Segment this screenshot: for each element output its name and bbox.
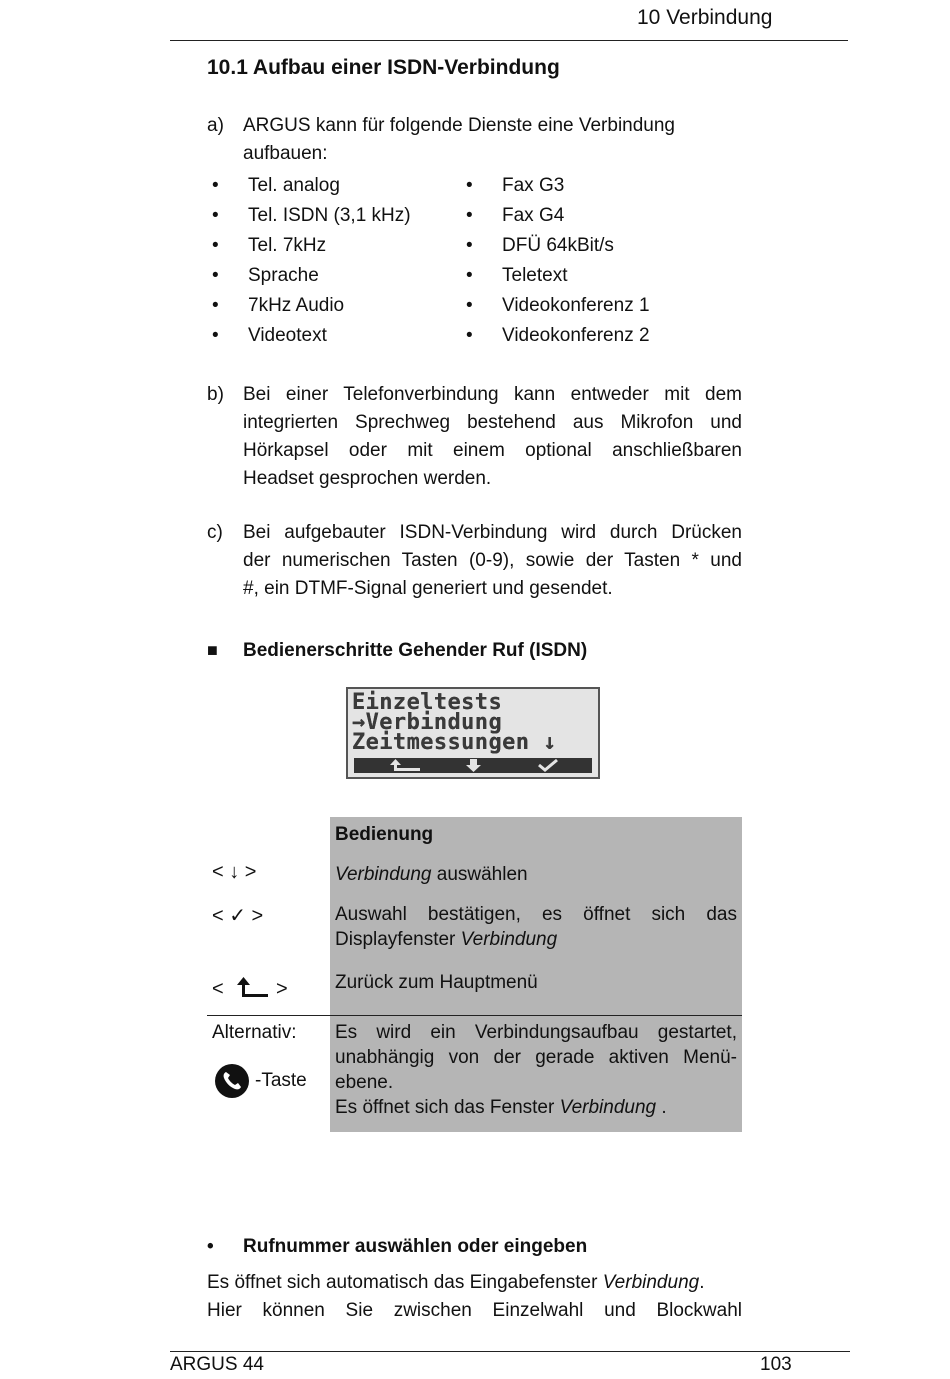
table-divider <box>207 1015 742 1016</box>
para-b-label: b) <box>207 384 224 405</box>
footer-product: ARGUS 44 <box>170 1354 264 1375</box>
back-key-right: > <box>276 978 288 1000</box>
para-a-line2: aufbauen: <box>243 143 328 164</box>
section-title: 10.1 Aufbau einer ISDN-Verbindung <box>207 56 560 79</box>
confirm-key: < ✓ > <box>212 905 264 927</box>
alternative-label: Alternativ: <box>212 1022 297 1043</box>
phone-key-label: -Taste <box>255 1070 307 1091</box>
table-row-1-desc: Verbindung auswählen <box>335 864 528 885</box>
list-item: • Videotext <box>212 325 327 346</box>
list-item: • 7kHz Audio <box>212 295 345 316</box>
para-c-text <box>243 519 742 603</box>
para-c-line: der numerischen Tasten (0-9), sowie der Tasten * und <box>243 550 742 571</box>
header-rule <box>170 40 848 41</box>
list-item: • Teletext <box>466 265 568 286</box>
handset-icon <box>215 1064 249 1098</box>
check-icon <box>539 760 557 770</box>
table-header: Bedienung <box>335 824 434 845</box>
table-row-3-desc: Zurück zum Hauptmenü <box>335 972 538 993</box>
square-bullet-icon: ■ <box>207 640 218 660</box>
down-arrow-icon <box>466 759 481 772</box>
alternative-desc: Es wird ein Verbindungsaufbau gestartet, unabhängig von der gerade aktiven Menü- ebene. Es öffnet sich das Fenster Verbindung . <box>335 1022 737 1118</box>
footer-rule <box>170 1351 850 1352</box>
table-row-2-desc: Auswahl bestätigen, es öffnet sich das Displayfenster Verbindung <box>335 904 737 950</box>
para-b-line: Hörkapsel oder mit einem optional anschließbaren <box>243 440 742 461</box>
list-item: • Fax G4 <box>466 205 565 226</box>
lcd-softkey-icons <box>354 758 592 773</box>
rufnummer-text: Es öffnet sich automatisch das Eingabefenster Verbindung. Hier können Sie zwischen Einzelwahl und Blockwahl <box>207 1272 742 1321</box>
back-icon <box>390 759 420 771</box>
para-a-label: a) <box>207 115 224 136</box>
services-left-list <box>212 171 442 351</box>
para-a-line1: ARGUS kann für folgende Dienste eine Verbindung <box>243 115 675 136</box>
rufnummer-heading: Rufnummer auswählen oder eingeben <box>243 1236 588 1257</box>
para-b-line: integrierten Sprechweg bestehend aus Mikrofon und <box>243 412 742 433</box>
back-key-left: < <box>212 978 224 1000</box>
para-b-line: Headset gesprochen werden. <box>243 468 492 489</box>
list-item: • Tel. 7kHz <box>212 235 327 256</box>
chapter-title: 10 Verbindung <box>637 6 773 29</box>
lcd-display <box>346 687 600 779</box>
list-item: • Videokonferenz 2 <box>466 325 650 346</box>
lcd-softkey-bar <box>354 758 592 773</box>
lcd-line-1: Einzeltests <box>352 690 503 715</box>
phone-icon <box>215 1064 249 1098</box>
services-right-list <box>466 171 726 351</box>
list-item: • DFÜ 64kBit/s <box>466 235 614 256</box>
list-item: • Sprache <box>212 265 319 286</box>
list-item: • Fax G3 <box>466 175 565 196</box>
para-a-text <box>243 112 743 168</box>
para-c-line: #, ein DTMF-Signal generiert und gesendet. <box>243 578 613 599</box>
lcd-line-2: →Verbindung <box>352 710 503 735</box>
back-arrow-icon <box>236 976 270 1000</box>
down-key: < ↓ > <box>212 861 257 883</box>
page-number: 103 <box>760 1354 792 1375</box>
rufnummer-bullet: • <box>207 1236 214 1257</box>
para-b-line: Bei einer Telefonverbindung kann entweder mit dem <box>243 384 742 405</box>
list-item: • Tel. analog <box>212 175 340 196</box>
para-c-label: c) <box>207 522 223 543</box>
steps-heading: Bedienerschritte Gehender Ruf (ISDN) <box>243 640 588 661</box>
list-item: • Tel. ISDN (3,1 kHz) <box>212 205 411 226</box>
para-b-text <box>243 381 742 493</box>
para-c-line: Bei aufgebauter ISDN-Verbindung wird durch Drücken <box>243 522 742 543</box>
lcd-line-3: Zeitmessungen ↓ <box>352 730 557 755</box>
list-item: • Videokonferenz 1 <box>466 295 650 316</box>
